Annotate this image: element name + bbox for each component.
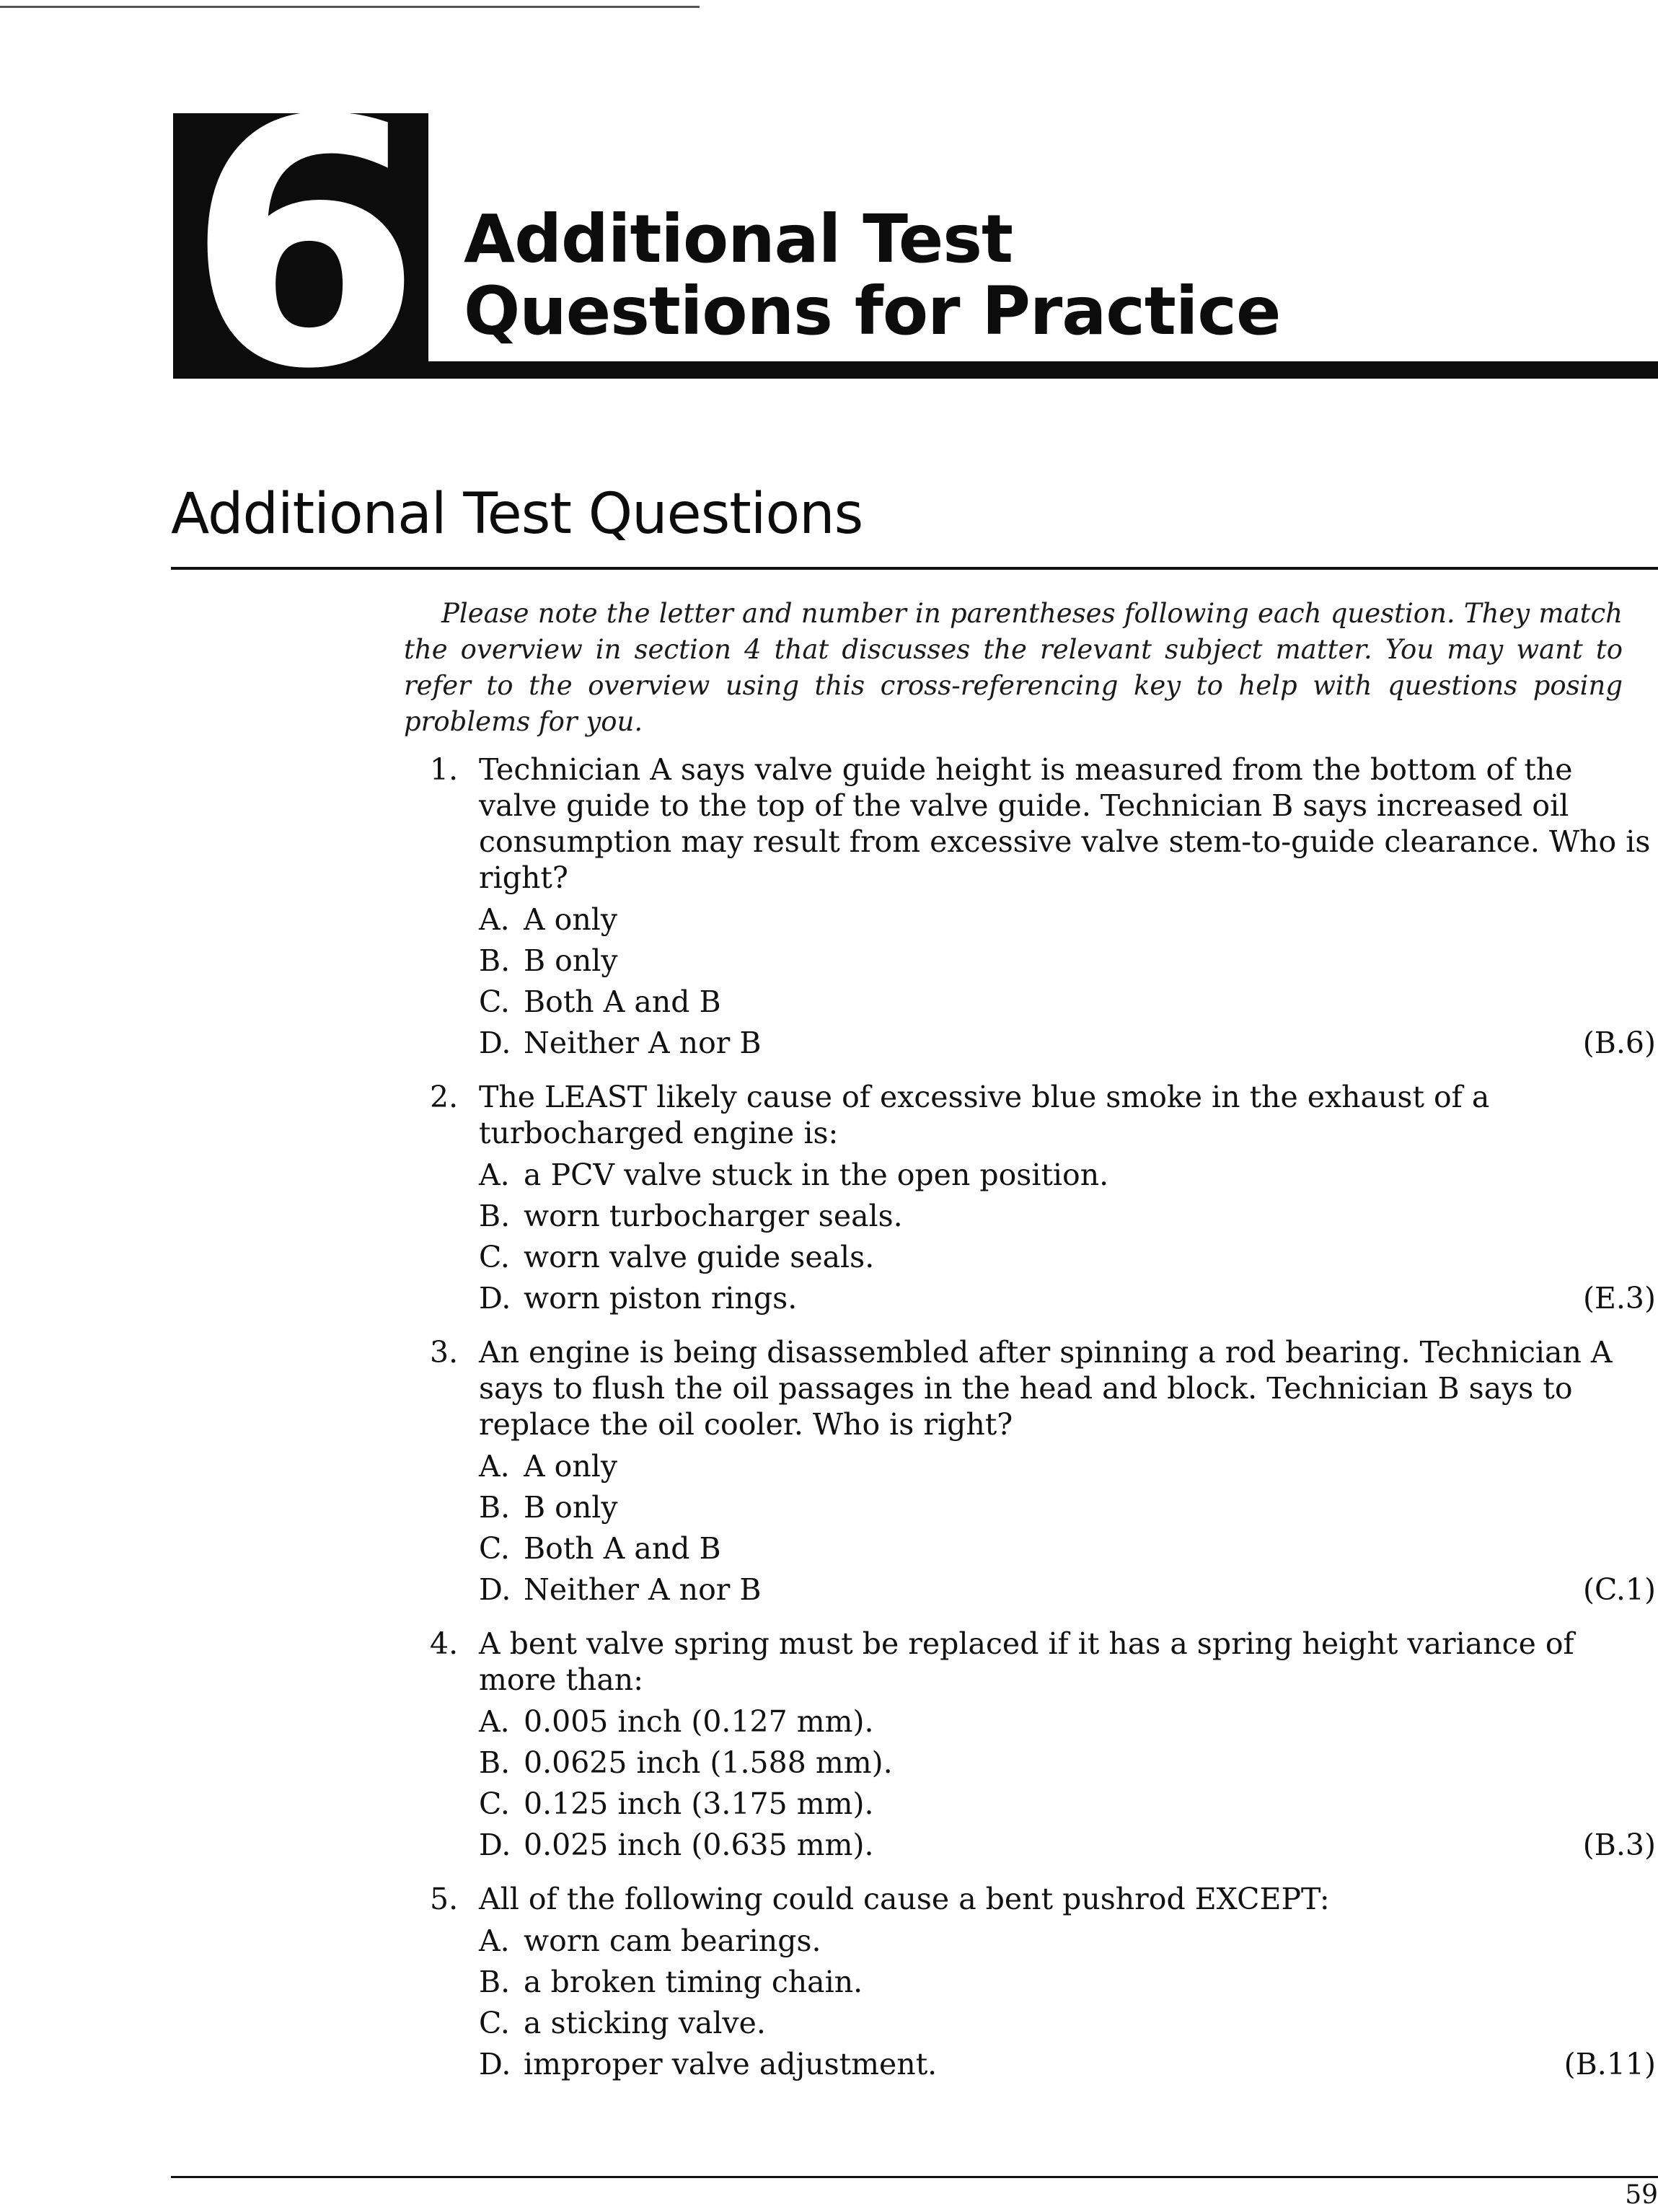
option-text: Both A and B	[524, 1531, 721, 1566]
option-letter: C.	[479, 1786, 510, 1821]
question-item	[430, 1626, 1656, 1866]
option-text: Both A and B	[524, 984, 721, 1019]
chapter-title-line-1: Additional Test	[464, 201, 1013, 278]
option-text: A only	[524, 1449, 618, 1484]
answer-option	[479, 1825, 1656, 1866]
answer-options	[479, 1446, 1656, 1610]
section-reference: (B.3)	[1582, 1828, 1656, 1862]
option-text: 0.0625 inch (1.588 mm).	[524, 1745, 893, 1780]
answer-option	[479, 1023, 1656, 1064]
option-text: Neither A nor B	[524, 1026, 762, 1060]
answer-option	[479, 940, 1656, 982]
section-title: Additional Test Questions	[171, 482, 863, 547]
question-text: An engine is being disassembled after spinning a rod bearing. Technician A says to flush the oil passages in the head and block. Technician B says to replace the oil cooler. Who is right?	[479, 1335, 1613, 1442]
section-reference: (B.6)	[1582, 1026, 1656, 1060]
section-reference: (B.11)	[1564, 2047, 1656, 2081]
chapter-number: 6	[186, 48, 415, 443]
answer-option	[479, 1742, 1656, 1784]
answer-option	[479, 1962, 1656, 2003]
answer-option	[479, 1701, 1656, 1742]
question-item	[430, 752, 1656, 1064]
option-text: 0.025 inch (0.635 mm).	[524, 1828, 874, 1862]
option-letter: C.	[479, 1240, 510, 1274]
option-text: Neither A nor B	[524, 1572, 762, 1607]
option-letter: D.	[479, 1572, 511, 1607]
question-number: 4.	[430, 1626, 459, 1661]
answer-option	[479, 2003, 1656, 2044]
option-text: 0.005 inch (0.127 mm).	[524, 1704, 874, 1739]
question-item	[430, 1881, 1656, 2085]
option-letter: C.	[479, 984, 510, 1019]
answer-option	[479, 2044, 1656, 2085]
answer-option	[479, 1487, 1656, 1528]
option-text: worn cam bearings.	[524, 1924, 821, 1958]
answer-options	[479, 1155, 1656, 1319]
option-text: B only	[524, 1490, 618, 1525]
answer-option	[479, 1237, 1656, 1278]
question-text: The LEAST likely cause of excessive blue smoke in the exhaust of a turbocharged engine is:	[479, 1080, 1490, 1150]
answer-option	[479, 1569, 1656, 1610]
option-letter: B.	[479, 1965, 511, 1999]
section-rule	[171, 567, 1658, 570]
option-text: a broken timing chain.	[524, 1965, 863, 1999]
answer-options	[479, 1701, 1656, 1866]
answer-option	[479, 1155, 1656, 1196]
question-number: 2.	[430, 1080, 459, 1114]
question-text: A bent valve spring must be replaced if it has a spring height variance of more than:	[479, 1626, 1574, 1697]
answer-option	[479, 899, 1656, 940]
question-number: 5.	[430, 1882, 459, 1916]
chapter-heading-rule	[428, 361, 1658, 379]
answer-option	[479, 1196, 1656, 1237]
option-text: worn turbocharger seals.	[524, 1199, 903, 1233]
option-text: a PCV valve stuck in the open position.	[524, 1158, 1109, 1192]
option-text: 0.125 inch (3.175 mm).	[524, 1786, 874, 1821]
option-text: B only	[524, 943, 618, 978]
question-item	[430, 1079, 1656, 1319]
option-letter: B.	[479, 1490, 511, 1525]
option-text: worn valve guide seals.	[524, 1240, 875, 1274]
chapter-title	[464, 203, 1618, 348]
option-letter: D.	[479, 1828, 511, 1862]
question-text: Technician A says valve guide height is measured from the bottom of the valve guide to the top of the valve guide. Technician B says increased oil consumption may result from excessive valve stem-to-guide clearance. Who is right?	[479, 752, 1651, 895]
option-text: A only	[524, 902, 618, 937]
option-letter: B.	[479, 943, 511, 978]
option-letter: A.	[479, 902, 510, 937]
option-text: improper valve adjustment.	[524, 2047, 938, 2081]
page-number: 59	[1625, 2180, 1658, 2210]
answer-option	[479, 1921, 1656, 1962]
question-item	[430, 1334, 1656, 1610]
question-text: All of the following could cause a bent pushrod EXCEPT:	[479, 1882, 1330, 1916]
answer-option	[479, 982, 1656, 1023]
section-reference: (C.1)	[1582, 1572, 1656, 1607]
answer-option	[479, 1278, 1656, 1319]
footer-rule	[171, 2176, 1658, 2178]
option-letter: C.	[479, 1531, 510, 1566]
option-letter: D.	[479, 1281, 511, 1316]
option-letter: D.	[479, 1026, 511, 1060]
answer-option	[479, 1446, 1656, 1487]
chapter-title-line-2: Questions for Practice	[464, 273, 1281, 350]
chapter-number-block	[173, 48, 428, 443]
answer-options	[479, 1921, 1656, 2085]
option-text: worn piston rings.	[524, 1281, 798, 1316]
answer-option	[479, 1784, 1656, 1825]
section-reference: (E.3)	[1582, 1281, 1656, 1316]
intro-paragraph: Please note the letter and number in parentheses following each question. They match the overview in section 4 that discusses the relevant subject matter. You may want to refer to the overview using this cross-referencing key to help with questions posing problems for you.	[404, 598, 1623, 737]
option-letter: B.	[479, 1745, 511, 1780]
option-letter: B.	[479, 1199, 511, 1233]
answer-options	[479, 899, 1656, 1064]
question-list	[430, 752, 1656, 2100]
option-letter: A.	[479, 1158, 510, 1192]
option-letter: D.	[479, 2047, 511, 2081]
question-number: 1.	[430, 752, 459, 787]
question-number: 3.	[430, 1335, 459, 1370]
option-letter: C.	[479, 2006, 510, 2040]
top-rule	[0, 6, 700, 8]
option-text: a sticking valve.	[524, 2006, 766, 2040]
option-letter: A.	[479, 1704, 510, 1739]
option-letter: A.	[479, 1924, 510, 1958]
option-letter: A.	[479, 1449, 510, 1484]
answer-option	[479, 1528, 1656, 1569]
